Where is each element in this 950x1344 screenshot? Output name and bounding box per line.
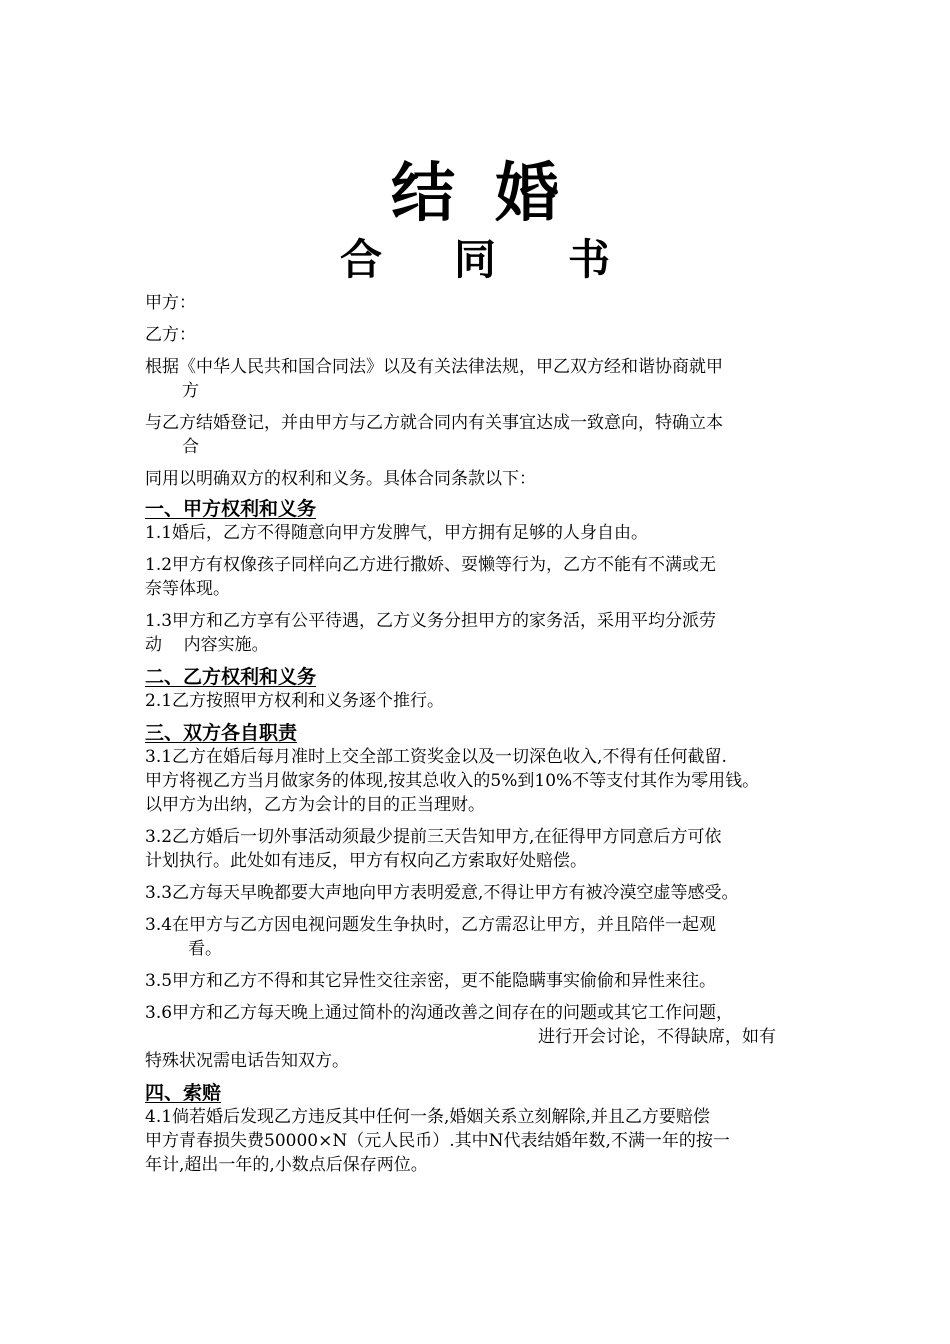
title-line-1: 结婚 bbox=[391, 156, 599, 231]
clause-line: 特殊状况需电话告知双方。 bbox=[145, 1051, 349, 1071]
clause-line: 4.1倘若婚后发现乙方违反其中任何一条,婚姻关系立刻解除,并且乙方要赔偿 bbox=[145, 1107, 710, 1127]
clause-line: 甲方将视乙方当月做家务的体现,按其总收入的5%到10%不等支付其作为零用钱。 bbox=[145, 771, 760, 791]
party-b-label: 乙方： bbox=[145, 325, 196, 345]
clause-line: 动 内容实施。 bbox=[145, 635, 269, 655]
clause-line: 看。 bbox=[188, 939, 222, 959]
clause-line: 2.1乙方按照甲方权利和义务逐个推行。 bbox=[145, 691, 445, 711]
clause-line: 3.3乙方每天早晚都要大声地向甲方表明爱意,不得让甲方有被冷漠空虚等感受。 bbox=[145, 883, 739, 903]
clause-line: 计划执行。此处如有违反，甲方有权向乙方索取好处赔偿。 bbox=[145, 851, 587, 871]
clause-line: 3.2乙方婚后一切外事活动须最少提前三天告知甲方,在征得甲方同意后方可依 bbox=[145, 827, 722, 847]
clause-line: 年计,超出一年的,小数点后保存两位。 bbox=[145, 1155, 428, 1175]
intro-line: 根据《中华人民共和国合同法》以及有关法律法规，甲乙双方经和谐协商就甲 bbox=[145, 357, 723, 377]
clause-line: 甲方青春损失费50000×N（元人民币）.其中N代表结婚年数,不满一年的按一 bbox=[145, 1131, 730, 1151]
clause-line: 3.1乙方在婚后每月准时上交全部工资奖金以及一切深色收入,不得有任何截留. bbox=[145, 747, 727, 767]
intro-line: 同用以明确双方的权利和义务。具体合同条款以下： bbox=[145, 469, 536, 489]
clause-line: 3.6甲方和乙方每天晚上通过简朴的沟通改善之间存在的问题或其它工作问题， bbox=[145, 1003, 734, 1023]
section-heading: 三、双方各自职责 bbox=[145, 722, 298, 744]
title-line-2: 合同书 bbox=[339, 235, 682, 284]
intro-line: 方 bbox=[182, 381, 199, 401]
clause-line: 奈等体现。 bbox=[145, 579, 230, 599]
clause-line: 1.2甲方有权像孩子同样向乙方进行撒娇、耍懒等行为，乙方不能有不满或无 bbox=[145, 555, 717, 575]
section-heading: 四、索赔 bbox=[145, 1082, 222, 1104]
clause-line: 3.5甲方和乙方不得和其它异性交往亲密，更不能隐瞒事实偷偷和异性来往。 bbox=[145, 971, 717, 991]
clause-line: 1.3甲方和乙方享有公平待遇，乙方义务分担甲方的家务活，采用平均分派劳 bbox=[145, 611, 717, 631]
party-a-label: 甲方： bbox=[145, 293, 196, 313]
section-heading: 二、乙方权利和义务 bbox=[145, 666, 317, 688]
clause-line: 3.4在甲方与乙方因电视问题发生争执时，乙方需忍让甲方，并且陪伴一起观 bbox=[145, 915, 717, 935]
intro-line: 与乙方结婚登记，并由甲方与乙方就合同内有关事宜达成一致意向，特确立本 bbox=[145, 413, 723, 433]
clause-line: 进行开会讨论，不得缺席，如有 bbox=[538, 1027, 776, 1047]
clause-line: 1.1婚后，乙方不得随意向甲方发脾气，甲方拥有足够的人身自由。 bbox=[145, 523, 649, 543]
intro-line: 合 bbox=[182, 437, 199, 457]
clause-line: 以甲方为出纳，乙方为会计的目的正当理财。 bbox=[145, 795, 485, 815]
section-heading: 一、甲方权利和义务 bbox=[145, 498, 317, 520]
